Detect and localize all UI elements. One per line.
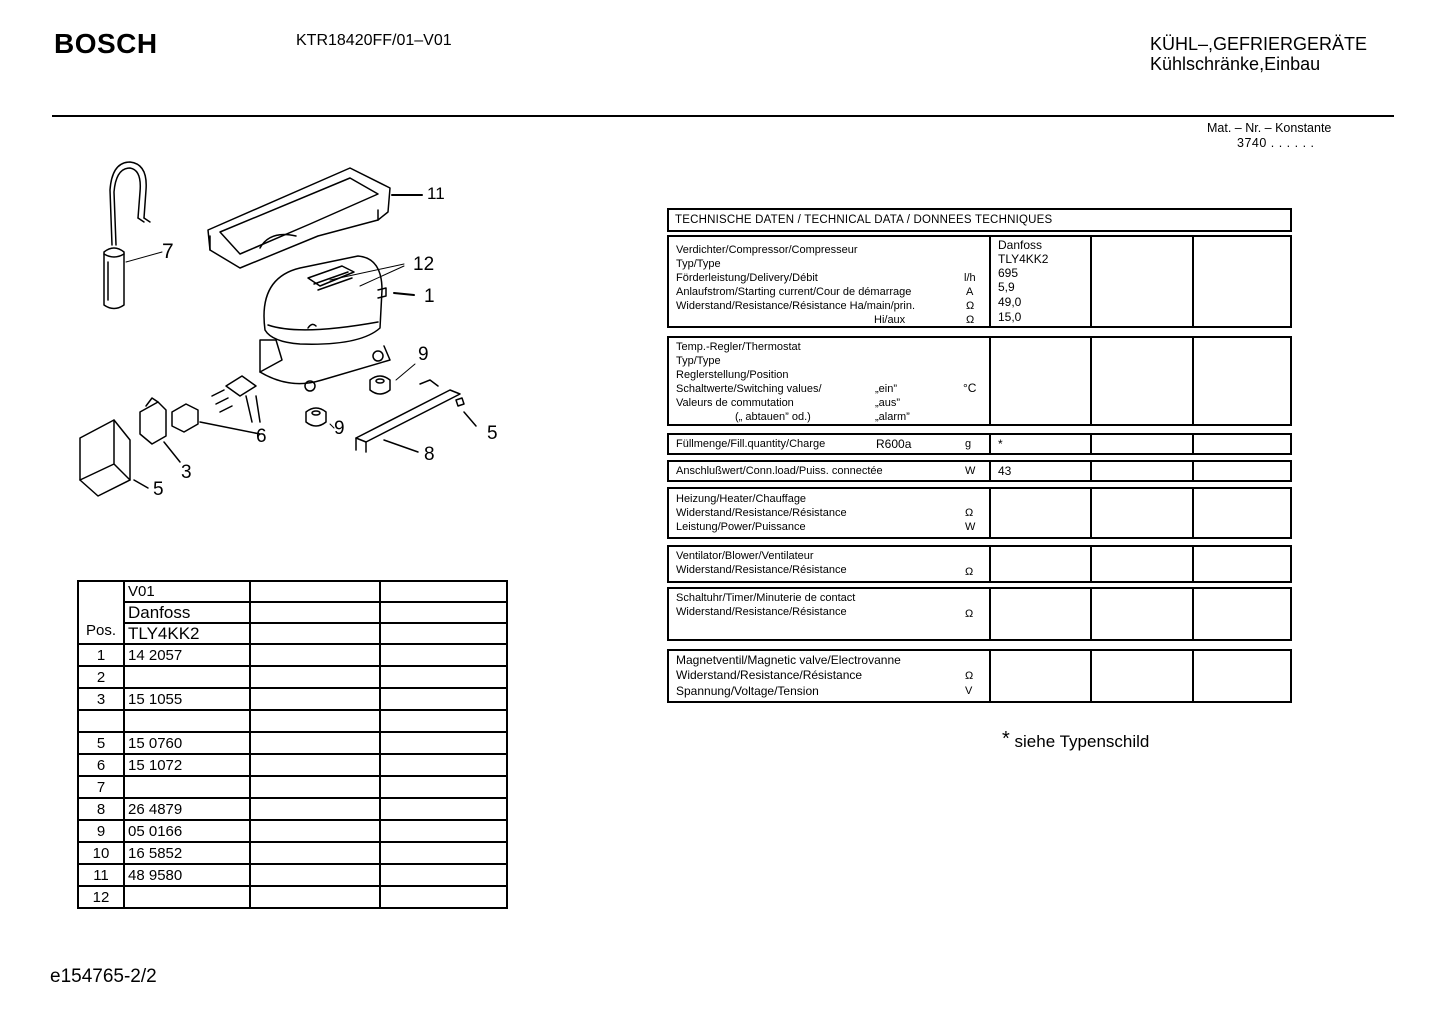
pos-cell: 9 [78,820,124,842]
table-row [78,666,507,688]
unit: W [965,521,976,533]
empty-cell [250,820,380,842]
part-1-compressor [260,256,390,391]
label: Schaltwerte/Switching values/ [676,383,822,395]
empty-column [1192,489,1290,537]
unit: °C [963,381,977,395]
unit: Ω [965,507,974,519]
blower-block [667,545,1292,583]
parts-table [77,580,508,909]
table-row [78,842,507,864]
label: Widerstand/Resistance/Résistance Ha/main/prin. [676,300,916,312]
empty-column [1192,237,1290,326]
pos-cell: 8 [78,798,124,820]
label-column [669,489,991,537]
type-cell: TLY4KK2 [124,623,250,644]
version-cell: V01 [124,581,250,602]
callout-10: 7 [162,240,174,263]
empty-cell [250,732,380,754]
part-10-capacitor [104,162,150,309]
callout-3: 3 [181,462,192,483]
value-column [989,237,1092,326]
callout-1: 1 [424,286,435,307]
model-number: KTR18420FF/01–V01 [296,32,452,49]
label-column [669,651,991,701]
exploded-parts-diagram [60,150,520,510]
unit: g [965,438,972,450]
empty-cell [380,798,507,820]
part-number-cell: 15 1055 [124,688,250,710]
empty-cell [250,623,380,644]
empty-cell [250,798,380,820]
empty-cell [380,666,507,688]
pos-header: Pos. [78,581,124,644]
connected-load-block [667,460,1292,482]
type-plate-note [1002,728,1150,755]
part-number-cell: 15 1072 [124,754,250,776]
heater-block [667,487,1292,539]
part-number-cell: 15 0760 [124,732,250,754]
empty-cell [250,602,380,623]
empty-cell [250,710,380,732]
empty-cell [380,776,507,798]
label: Füllmenge/Fill.quantity/Charge [676,438,826,450]
empty-cell [380,842,507,864]
pos-cell: 11 [78,864,124,886]
maker-cell: Danfoss [124,602,250,623]
label: („ abtauen” od.) [735,411,811,423]
label: Widerstand/Resistance/Résistance [676,606,847,618]
empty-cell [380,864,507,886]
pos-cell: 6 [78,754,124,776]
refrigerant: R600a [876,437,912,451]
label-column [669,338,991,424]
part-number-cell: 26 4879 [124,798,250,820]
label: Heizung/Heater/Chauffage [676,493,807,505]
empty-cell [380,602,507,623]
unit: Ω [965,566,974,578]
label: Anschlußwert/Conn.load/Puiss. connectée [676,465,883,477]
label: Reglerstellung/Position [676,369,789,381]
empty-column [989,338,1092,424]
empty-column [989,489,1092,537]
callout-11: 11 [427,184,445,203]
table-row [78,798,507,820]
header-divider [52,115,1394,117]
unit: Ω [966,300,975,312]
value: * [998,437,1003,451]
empty-column [1090,338,1194,424]
part-5-relay-parts [172,376,256,432]
empty-cell [250,581,380,602]
unit: V [965,685,973,697]
empty-cell [380,623,507,644]
label-column [669,462,991,480]
empty-cell [250,864,380,886]
empty-cell [380,688,507,710]
unit: A [966,286,974,298]
empty-cell [250,644,380,666]
mat-number-label: Mat. – Nr. – Konstante [1207,121,1332,135]
empty-column [1192,651,1290,701]
label: Verdichter/Compressor/Compresseur [676,244,858,256]
note-asterisk: * [1002,728,1010,750]
tech-data-title: TECHNISCHE DATEN / TECHNICAL DATA / DONNEES TECHNIQUES [667,208,1292,232]
empty-column [1192,435,1290,453]
value: 43 [998,464,1012,478]
part-number-cell: 48 9580 [124,864,250,886]
label: Temp.-Regler/Thermostat [676,341,801,353]
label: Widerstand/Resistance/Résistance [676,668,863,682]
part-number-cell: 16 5852 [124,842,250,864]
empty-cell [250,776,380,798]
pos-cell: 12 [78,886,124,908]
charge-block [667,433,1292,455]
pos-cell: 10 [78,842,124,864]
empty-column [989,651,1092,701]
label-column [669,435,991,453]
pos-cell: 1 [78,644,124,666]
pos-cell [78,710,124,732]
empty-cell [250,688,380,710]
callout-5: 6 [256,426,267,447]
part-11-tray [208,168,390,268]
unit: W [965,465,976,477]
magnetic-valve-block [667,649,1292,703]
empty-cell [380,886,507,908]
empty-cell [380,581,507,602]
part-9-grommet [306,376,390,426]
unit: Ω [966,314,975,326]
value: TLY4KK2 [998,252,1049,266]
part-6-cover [80,420,130,496]
empty-column [1192,547,1290,581]
switch-state: „alarm” [875,411,910,423]
empty-cell [380,644,507,666]
part-number-cell: 05 0166 [124,820,250,842]
category-title: KÜHL–,GEFRIERGERÄTE [1150,34,1368,54]
category-subtitle: Kühlschränke,Einbau [1150,54,1321,74]
empty-column [1192,462,1290,480]
table-row [78,688,507,710]
part-number-cell [124,886,250,908]
switch-state: „aus” [875,397,901,409]
timer-block [667,587,1292,641]
table-row [78,710,507,732]
switch-state: „ein” [875,383,898,395]
label-column [669,237,991,326]
table-row [78,886,507,908]
empty-cell [250,842,380,864]
unit: Ω [965,608,974,620]
table-row [78,864,507,886]
part-number-cell [124,710,250,732]
label-column [669,589,991,639]
empty-column [1090,589,1194,639]
label-column [669,547,991,581]
callout-12: 12 [413,254,435,275]
callout-6: 5 [153,479,164,500]
label: Schaltuhr/Timer/Minuterie de contact [676,592,856,604]
value: 695 [998,266,1019,280]
label: Hi/aux [874,314,906,326]
empty-column [1192,338,1290,424]
value-column [989,435,1092,453]
value: 49,0 [998,295,1022,309]
empty-cell [250,886,380,908]
label: Widerstand/Resistance/Résistance [676,564,847,576]
label: Valeurs de commutation [676,397,794,409]
empty-column [1090,651,1194,701]
pos-cell: 2 [78,666,124,688]
empty-column [989,589,1092,639]
empty-column [1090,435,1194,453]
empty-column [989,547,1092,581]
pos-cell: 5 [78,732,124,754]
part-number-cell: 14 2057 [124,644,250,666]
callout-8: 8 [424,444,435,465]
empty-column [1090,462,1194,480]
label: Widerstand/Resistance/Résistance [676,507,847,519]
pos-cell: 7 [78,776,124,798]
label: Anlaufstrom/Starting current/Cour de démarrage [676,286,912,298]
empty-cell [250,666,380,688]
empty-cell [380,754,507,776]
label: Spannung/Voltage/Tension [676,684,819,698]
table-row [78,754,507,776]
label: Typ/Type [676,258,721,270]
label: Magnetventil/Magnetic valve/Electrovanne [676,653,901,667]
label: Förderleistung/Delivery/Débit [676,272,818,284]
empty-cell [380,710,507,732]
unit: l/h [964,272,976,284]
table-row [78,732,507,754]
table-row [78,776,507,798]
value-column [989,462,1092,480]
bosch-logo: BOSCH [54,28,158,59]
table-row [78,644,507,666]
value: 15,0 [998,310,1022,324]
note-text: siehe Typenschild [1014,732,1150,751]
callout-7: 5 [487,423,498,444]
thermostat-block [667,336,1292,426]
empty-cell [380,732,507,754]
part-3-switch [140,398,166,444]
mat-number-value: 3740 . . . . . . [1237,136,1315,150]
unit: Ω [965,670,974,682]
value: Danfoss [998,238,1043,252]
empty-column [1090,547,1194,581]
empty-cell [380,820,507,842]
empty-column [1090,489,1194,537]
table-row [78,820,507,842]
part-number-cell [124,666,250,688]
label: Leistung/Power/Puissance [676,521,806,533]
pos-cell: 3 [78,688,124,710]
empty-cell [250,754,380,776]
label: Ventilator/Blower/Ventilateur [676,550,814,562]
compressor-block [667,235,1292,328]
part-number-cell [124,776,250,798]
empty-column [1090,237,1194,326]
document-number: e154765-2/2 [50,966,157,987]
label: Typ/Type [676,355,721,367]
value: 5,9 [998,280,1015,294]
empty-column [1192,589,1290,639]
callout-9-top: 9 [418,344,429,365]
callout-9-bottom: 9 [334,418,345,439]
